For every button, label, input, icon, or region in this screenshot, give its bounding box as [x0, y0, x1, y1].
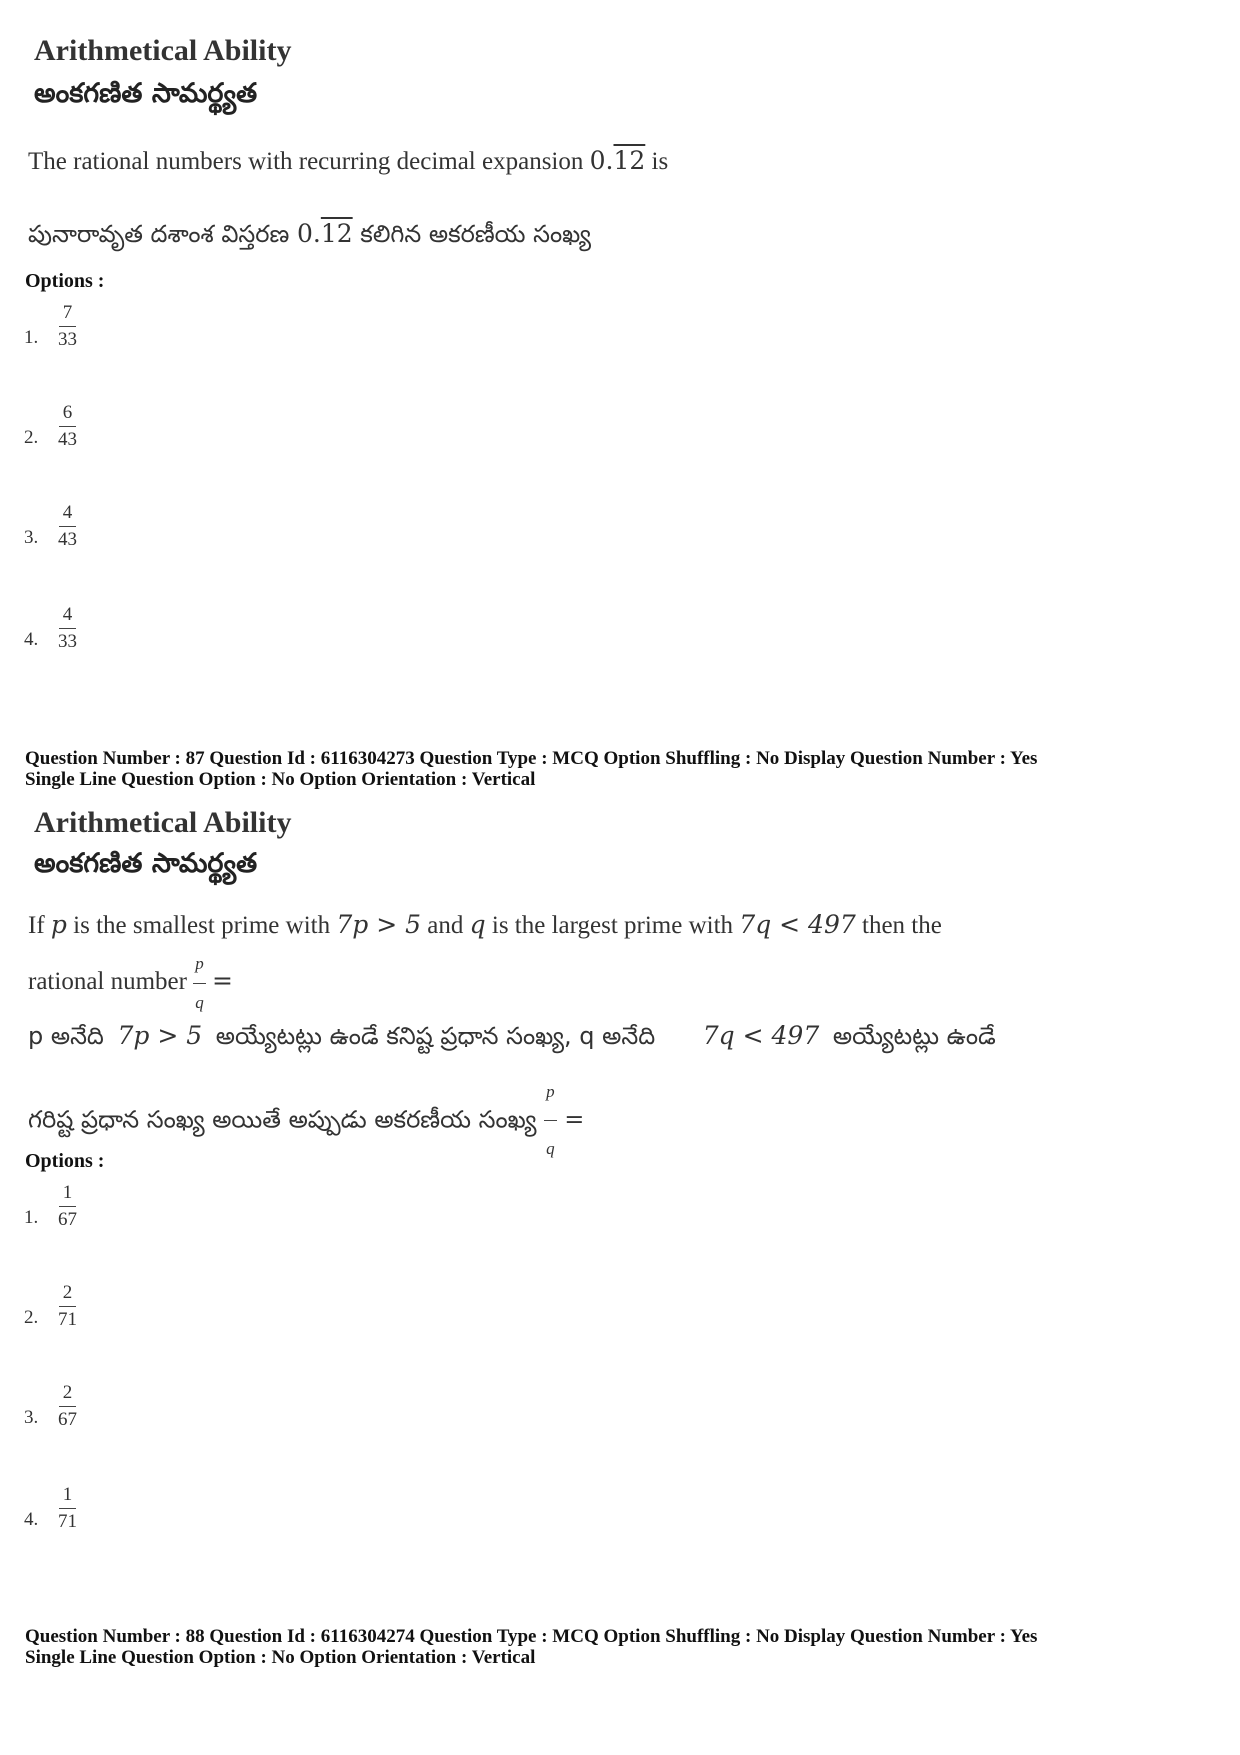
section-heading-te: అంకగణిత సామర్థ్యత — [34, 78, 258, 109]
option-2[interactable] — [24, 1282, 81, 1331]
option-number: 4. — [24, 1509, 39, 1530]
option-fraction: $\frac{4}{43}$ — [58, 502, 77, 550]
option-number: 3. — [24, 527, 39, 548]
option-fraction: $\frac{7}{33}$ — [58, 302, 77, 350]
option-number: 2. — [24, 427, 39, 448]
section-heading-te: అంకగణిత సామర్థ్యత — [34, 848, 258, 879]
option-3[interactable] — [24, 502, 81, 551]
options-label: Options : — [25, 1150, 105, 1172]
option-1[interactable] — [24, 1182, 81, 1231]
option-2[interactable] — [24, 402, 81, 451]
question-text-te: p అనేది 7p > 5 అయ్యేటట్లు ఉండే కనిష్ట ప్రధాన సంఖ్య, q అనేది 7q < 497 అయ్యేటట్లు ఉండే గరిష్ట ప్రధాన సంఖ్య అయితే అప్పుడు అకరణీయ సంఖ్య $\frac{p}{q}$ = — [28, 1021, 996, 1158]
option-fraction: $\frac{1}{71}$ — [58, 1484, 77, 1532]
question-text-te: పునారావృత దశాంశ విస్తరణ 0.12 కలిగిన అకరణీయ సంఖ్య — [28, 219, 592, 248]
option-4[interactable] — [24, 1484, 81, 1533]
option-number: 1. — [24, 1207, 39, 1228]
option-4[interactable] — [24, 604, 81, 653]
question-text-en: If p is the smallest prime with 7p > 5 and q is the largest prime with 7q < 497 then the rational number $\frac{p}{q}$ = — [28, 910, 942, 1012]
question-meta: Question Number : 87 Question Id : 6116304273 Question Type : MCQ Option Shuffling : No Display Question Number : Yes Single Line Question Option : No Option Orientation : Vertical — [25, 748, 1038, 790]
question-meta: Question Number : 88 Question Id : 6116304274 Question Type : MCQ Option Shuffling : No Display Question Number : Yes Single Line Question Option : No Option Orientation : Vertical — [25, 1626, 1038, 1668]
question-text-en: The rational numbers with recurring decimal expansion 0.12 is — [28, 146, 669, 175]
section-heading-en: Arithmetical Ability — [34, 34, 292, 67]
option-number: 2. — [24, 1307, 39, 1328]
option-number: 1. — [24, 327, 39, 348]
option-fraction: $\frac{1}{67}$ — [58, 1182, 77, 1230]
options-label: Options : — [25, 270, 105, 292]
option-number: 4. — [24, 629, 39, 650]
option-fraction: $\frac{4}{33}$ — [58, 604, 77, 652]
option-number: 3. — [24, 1407, 39, 1428]
option-fraction: $\frac{2}{71}$ — [58, 1282, 77, 1330]
option-3[interactable] — [24, 1382, 81, 1431]
option-fraction: $\frac{2}{67}$ — [58, 1382, 77, 1430]
option-1[interactable] — [24, 302, 81, 351]
option-fraction: $\frac{6}{43}$ — [58, 402, 77, 450]
section-heading-en: Arithmetical Ability — [34, 806, 292, 839]
